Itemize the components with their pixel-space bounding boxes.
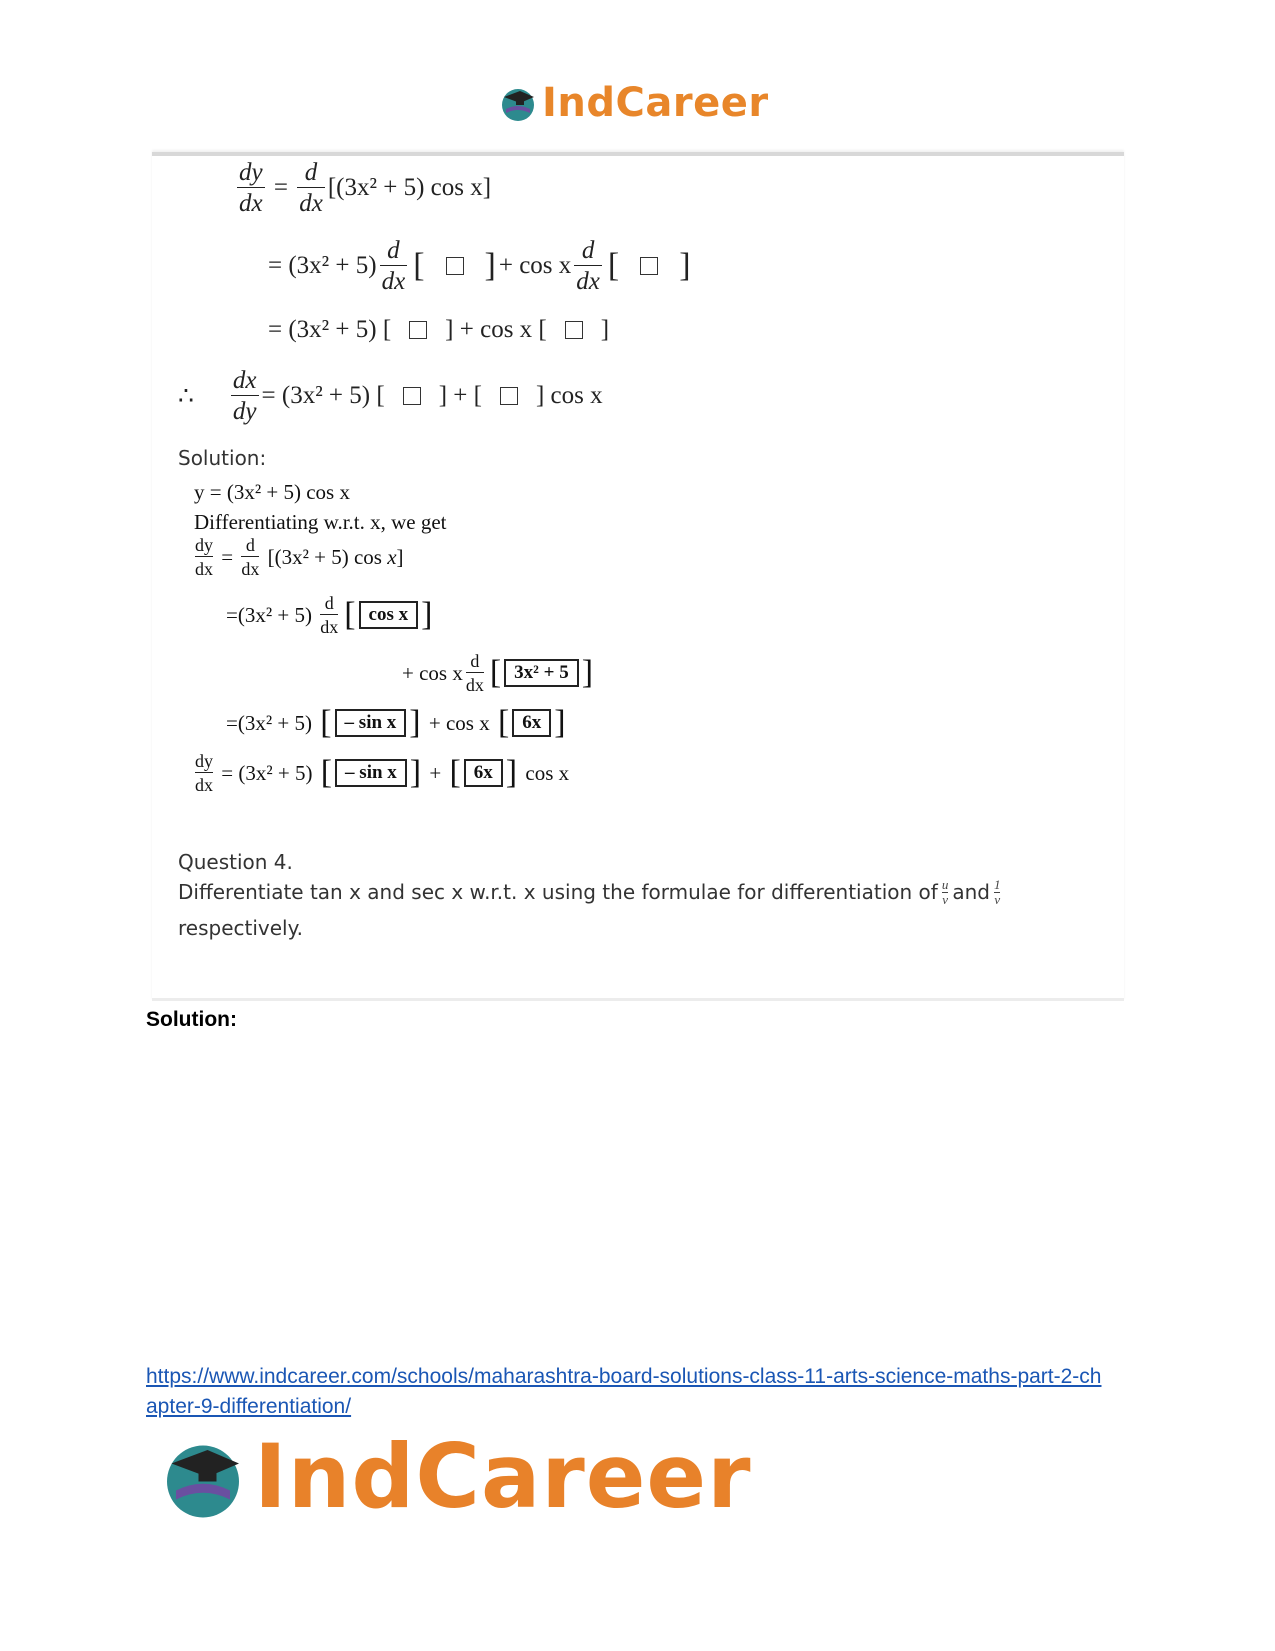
panel-solution-label: Solution: [178, 446, 267, 470]
question-title: Question 4. [178, 850, 293, 874]
footer-link[interactable]: https://www.indcareer.com/schools/maharashtra-board-solutions-class-11-arts-science-maths-part-2-chapter-9-differentiation/ [146, 1365, 1102, 1418]
sol-line-2: =(3x² + 5) $\frac{d}{dx}$ [ cos x ] [226, 593, 433, 637]
sol-line-5: $\frac{dy}{dx}$ = (3x² + 5) [ – sin x ] + [ 6x ] cos x [195, 751, 570, 795]
blank-box [446, 257, 464, 275]
blank-box [640, 257, 658, 275]
given-line-3: = (3x² + 5) [ ] + cos x [ ] [268, 316, 610, 343]
indcareer-logo-bottom [158, 1425, 752, 1528]
graduation-cap-globe-icon [498, 83, 538, 123]
given-line-2: = (3x² + 5) $\frac{d}{dx}$ [ ] + cos x $\frac{d}{dx}$ [ ] [268, 237, 691, 295]
brand-name: IndCareer [254, 1425, 752, 1528]
given-line-1: $\frac{dy}{dx}$ = $\frac{d}{dx}$ [(3x² + 5) cos x] [239, 159, 492, 217]
answer-box: 6x [512, 709, 551, 738]
sol-diff-line: Differentiating w.r.t. x, we get [194, 510, 447, 534]
sol-line-1: $\frac{dy}{dx}$ = $\frac{d}{dx}$ [(3x² + 5) cos x] [195, 535, 404, 579]
question-text: Differentiate tan x and sec x w.r.t. x using the formulae for differentiation of $\frac{u}{v}$ and $\frac{1}{v}$ [178, 877, 1001, 907]
sol-y-line: y = (3x² + 5) cos x [194, 480, 350, 504]
question-image-panel [152, 152, 1124, 1001]
solution-heading: Solution: [146, 1008, 237, 1031]
given-line-4: ∴ $\frac{dx}{dy}$ = (3x² + 5) [ ] + [ ] cos x [178, 367, 603, 425]
answer-box: cos x [359, 601, 419, 630]
blank-box [409, 321, 427, 339]
blank-box [403, 387, 421, 405]
answer-box: 3x² + 5 [504, 659, 579, 688]
sol-line-3: + cos x $\frac{d}{dx}$ [ 3x² + 5 ] [402, 651, 594, 695]
question-end: respectively. [178, 916, 303, 940]
blank-box [565, 321, 583, 339]
indcareer-logo-top [498, 80, 769, 126]
brand-name: IndCareer [542, 80, 769, 126]
sol-line-4: =(3x² + 5) [ – sin x ] + cos x [ 6x ] [226, 704, 566, 741]
answer-box: – sin x [335, 759, 407, 788]
answer-box: 6x [464, 759, 503, 788]
given-expr: [(3x² + 5) cos x] [327, 174, 492, 201]
blank-box [500, 387, 518, 405]
answer-box: – sin x [335, 709, 407, 738]
graduation-cap-globe-icon [158, 1432, 248, 1522]
